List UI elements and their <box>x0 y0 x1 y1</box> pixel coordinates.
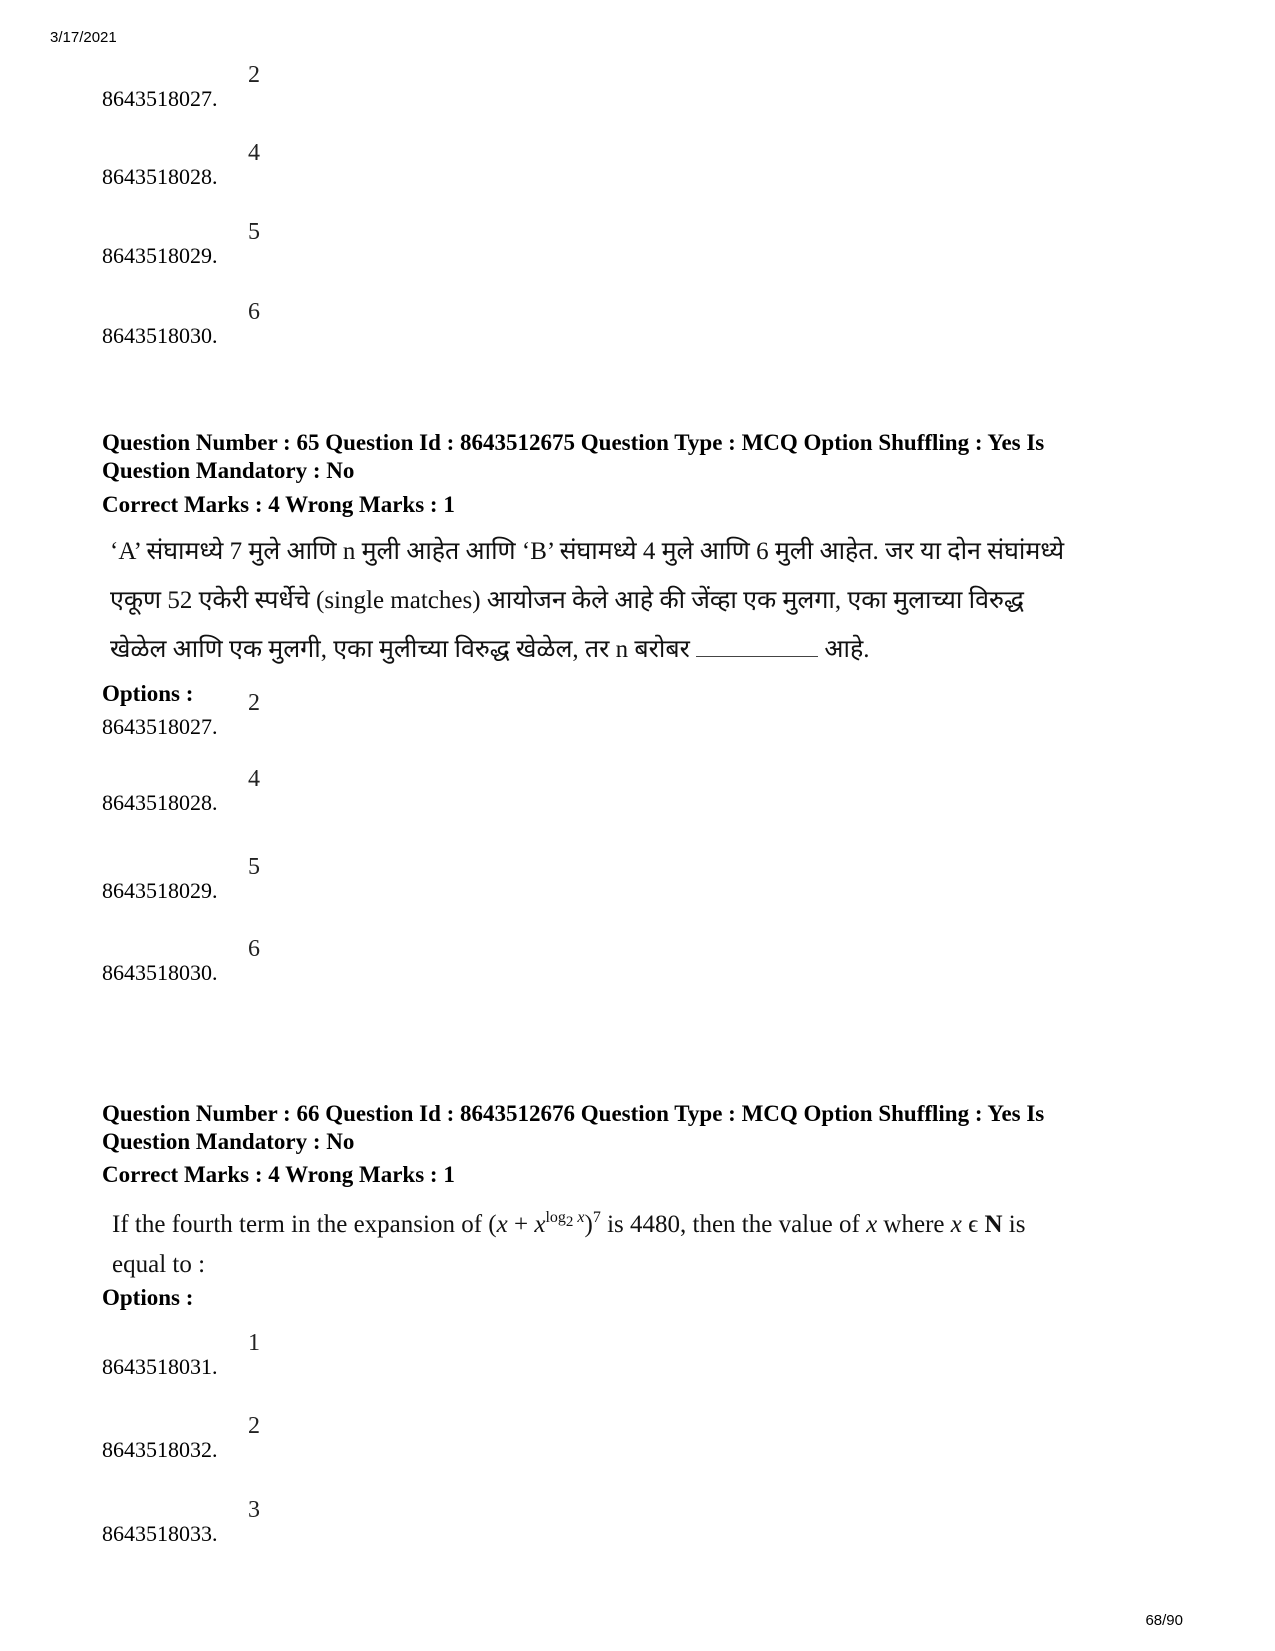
option-id: 8643518030. <box>102 323 218 348</box>
question-marks: Correct Marks : 4 Wrong Marks : 1 <box>102 1162 455 1187</box>
option-row <box>102 1330 502 1380</box>
math-exponent: log2 x <box>545 1209 585 1231</box>
option-id: 8643518029. <box>102 243 218 268</box>
options-label: Options : <box>102 1285 194 1310</box>
question-header-line: Question Number : 65 Question Id : 8643512675 Question Type : MCQ Option Shuffling : Yes Is <box>102 430 1045 455</box>
question-text-segment: खेळेल आणि एक मुलगी, एका मुलीच्या विरुद्ध खेळेल, तर n बरोबर <box>110 636 690 663</box>
question-header-line: Question Mandatory : No <box>102 1129 355 1154</box>
math-op: + <box>507 1211 535 1238</box>
math-var: x <box>496 1211 508 1238</box>
question-text-line: एकूण 52 एकेरी स्पर्धेचे (single matches) आयोजन केले आहे की जेंव्हा एक मुलगा, एका मुलाच्या विरुद्ध <box>110 587 1024 614</box>
option-id: 8643518032. <box>102 1437 218 1462</box>
question-text <box>112 1198 1202 1285</box>
option-row <box>102 1497 502 1547</box>
math-var: x <box>534 1211 546 1238</box>
option-id: 8643518030. <box>102 960 218 985</box>
question-header-line: Question Mandatory : No <box>102 458 355 483</box>
option-row <box>102 140 502 190</box>
question-text-segment: where <box>877 1211 951 1238</box>
question-header-line: Question Number : 66 Question Id : 8643512676 Question Type : MCQ Option Shuffling : Yes Is <box>102 1101 1045 1126</box>
option-row <box>102 854 502 904</box>
option-id: 8643518028. <box>102 164 218 189</box>
question-header <box>102 1100 1182 1156</box>
math-op: ) <box>584 1211 593 1238</box>
question-text <box>110 527 1190 674</box>
question-text-line: equal to : <box>112 1251 206 1278</box>
answer-blank <box>696 656 818 657</box>
math-set: N <box>984 1211 1003 1238</box>
math-power: 7 <box>592 1209 601 1226</box>
math-var: x <box>866 1211 878 1238</box>
option-value: 6 <box>248 299 260 325</box>
question-text-segment: ϵ <box>961 1211 985 1238</box>
option-row <box>102 62 502 112</box>
option-row <box>102 766 502 816</box>
option-value: 6 <box>248 936 260 962</box>
option-value: 3 <box>248 1497 260 1523</box>
option-id: 8643518031. <box>102 1354 218 1379</box>
option-row <box>102 219 502 269</box>
option-row <box>102 690 502 740</box>
option-value: 4 <box>248 140 260 166</box>
question-text-segment: is <box>1002 1211 1026 1238</box>
option-id: 8643518028. <box>102 790 218 815</box>
math-var: x <box>950 1211 962 1238</box>
question-marks: Correct Marks : 4 Wrong Marks : 1 <box>102 492 455 517</box>
option-value: 4 <box>248 766 260 792</box>
question-text-line: ‘A’ संघामध्ये 7 मुले आणि n मुली आहेत आणि ‘B’ संघामध्ये 4 मुले आणि 6 मुली आहेत. जर या दोन संघांमध्ये <box>110 538 1065 565</box>
option-row <box>102 1413 502 1463</box>
option-row <box>102 299 502 349</box>
option-id: 8643518027. <box>102 714 218 739</box>
option-id: 8643518033. <box>102 1521 218 1546</box>
option-value: 5 <box>248 854 260 880</box>
question-text-line <box>110 625 1190 674</box>
option-value: 2 <box>248 690 260 716</box>
option-value: 2 <box>248 1413 260 1439</box>
page-number: 68/90 <box>1145 1612 1183 1629</box>
option-row <box>102 936 502 986</box>
question-header <box>102 429 1182 485</box>
option-id: 8643518029. <box>102 878 218 903</box>
print-date: 3/17/2021 <box>50 29 117 46</box>
question-text-segment: आहे. <box>824 636 870 663</box>
options-label: Options : <box>102 681 194 706</box>
option-id: 8643518027. <box>102 86 218 111</box>
question-text-line <box>112 1198 1202 1245</box>
option-value: 1 <box>248 1330 260 1356</box>
question-text-segment: is 4480, then the value of <box>600 1211 867 1238</box>
option-value: 5 <box>248 219 260 245</box>
question-text-segment: If the fourth term in the expansion of ( <box>112 1211 497 1238</box>
option-value: 2 <box>248 62 260 88</box>
